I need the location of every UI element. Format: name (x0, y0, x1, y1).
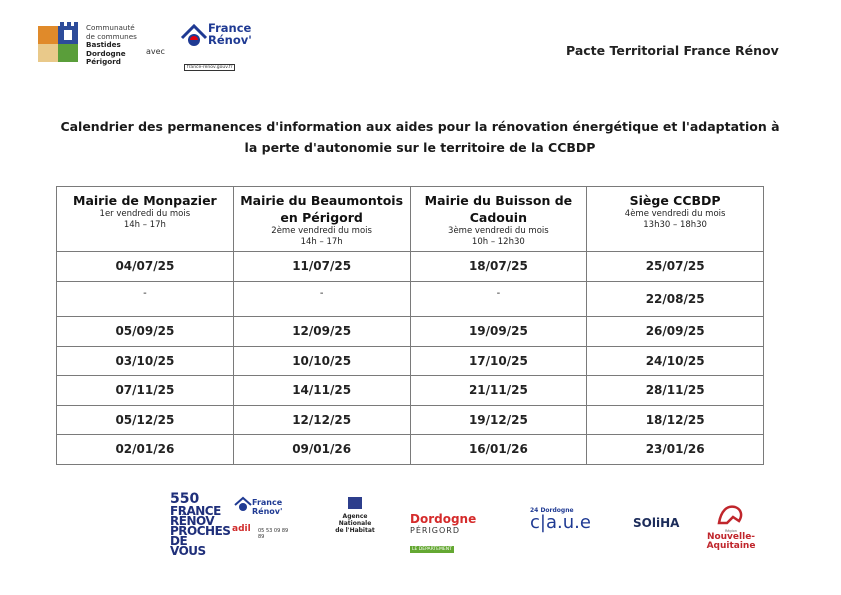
france-renov-title-1: France (208, 21, 252, 35)
column-time: 14h – 17h (123, 220, 166, 230)
column-frequency: 4ème vendredi du mois (624, 209, 726, 219)
adil-text: adil (232, 524, 251, 534)
france-renov-url: france-renov.gouv.fr (184, 64, 235, 71)
adil-fr-title: France Rénov' (252, 498, 283, 516)
table-cell: 05/12/25 (57, 405, 234, 435)
column-frequency: 1er vendredi du mois (99, 209, 191, 219)
ccbdp-bold-1: Bastides (86, 40, 121, 50)
table-cell: 12/09/25 (233, 317, 410, 347)
table-cell: 04/07/25 (57, 252, 234, 282)
column-header (410, 187, 587, 252)
column-header (233, 187, 410, 252)
ccbdp-line-1: Communauté (86, 23, 135, 32)
table-cell: 24/10/25 (587, 346, 764, 376)
dordogne-band: LE DÉPARTEMENT (412, 547, 452, 552)
ccbdp-bold-2: Dordogne (86, 48, 126, 58)
caue-logo (530, 507, 620, 532)
soliha-logo (633, 516, 691, 530)
column-frequency: 3ème vendredi du mois (448, 226, 549, 236)
column-header (57, 187, 234, 252)
ccbdp-bold-3: Périgord (86, 57, 121, 67)
table-row (57, 281, 764, 317)
na-sub: Région (725, 529, 737, 533)
table-cell: 28/11/25 (587, 376, 764, 406)
table-cell: 18/12/25 (587, 405, 764, 435)
table-cell: 25/07/25 (587, 252, 764, 282)
column-time: 14h – 17h (300, 237, 343, 247)
table-cell: - (410, 281, 587, 317)
table-row (57, 376, 764, 406)
ccbdp-logo-text (86, 24, 137, 67)
anah-line-3: de l'Habitat (335, 527, 375, 534)
schedule-table (56, 186, 764, 465)
france-renov-title (208, 22, 252, 46)
table-row (57, 317, 764, 347)
550-france-renov-logo (170, 491, 231, 558)
table-cell: 07/11/25 (57, 376, 234, 406)
table-cell: 03/10/25 (57, 346, 234, 376)
550-line-2: RÉNOV (170, 514, 215, 528)
table-cell: 11/07/25 (233, 252, 410, 282)
caue-sub: Dordogne (540, 507, 574, 514)
550-line-3: PROCHES (170, 524, 231, 538)
table-cell: 19/09/25 (410, 317, 587, 347)
table-cell: 23/01/26 (587, 435, 764, 465)
adil-phone: 05 53 09 89 89 (258, 528, 289, 540)
soliha-title: SOliHA (633, 516, 680, 530)
anah-line-1: Agence (342, 513, 368, 520)
table-cell: - (233, 281, 410, 317)
nouvelle-aquitaine-logo (703, 503, 759, 551)
na-title-1: Nouvelle- (706, 532, 756, 542)
table-cell: 18/07/25 (410, 252, 587, 282)
table-cell: 12/12/25 (233, 405, 410, 435)
region-lion-icon (715, 503, 747, 525)
550-line-1: FRANCE (170, 504, 221, 518)
page-header-title: Pacte Territorial France Rénov (566, 43, 779, 58)
table-cell: - (57, 281, 234, 317)
dordogne-logo (410, 512, 502, 554)
table-row (57, 435, 764, 465)
column-frequency: 2ème vendredi du mois (271, 226, 372, 236)
caue-title: c|a.u.e (530, 512, 591, 533)
column-name: Mairie du Buisson de Cadouin (424, 193, 573, 225)
table-cell: 22/08/25 (587, 281, 764, 317)
table-cell: 10/10/25 (233, 346, 410, 376)
table-row (57, 252, 764, 282)
table-cell: 14/11/25 (233, 376, 410, 406)
connector-text: avec (146, 47, 165, 56)
ccbdp-logo-icon (36, 22, 80, 66)
dordogne-sub: PÉRIGORD (410, 526, 461, 535)
550-number: 550 (170, 491, 200, 507)
table-cell: 26/09/25 (587, 317, 764, 347)
dordogne-title: Dordogne (410, 512, 477, 526)
table-row (57, 346, 764, 376)
table-cell: 02/01/26 (57, 435, 234, 465)
table-cell: 16/01/26 (410, 435, 587, 465)
table-cell: 05/09/25 (57, 317, 234, 347)
ccbdp-line-2: de communes (86, 31, 137, 41)
house-icon (234, 496, 252, 514)
anah-logo (330, 494, 380, 534)
page-title: Calendrier des permanences d'information aux aides pour la rénovation énergétique et l'adaptation à la perte d'autonomie sur le territoire de la CCBDP (60, 119, 780, 155)
column-time: 10h – 12h30 (471, 237, 525, 247)
table-cell: 19/12/25 (410, 405, 587, 435)
column-header (587, 187, 764, 252)
na-title-2: Aquitaine (706, 541, 756, 551)
table-cell: 17/10/25 (410, 346, 587, 376)
column-name: Siège CCBDP (629, 193, 721, 208)
caue-num: 24 (530, 507, 539, 514)
table-cell: 21/11/25 (410, 376, 587, 406)
550-line-4: DE VOUS (170, 534, 206, 558)
table-header-row (57, 187, 764, 252)
column-name: Mairie du Beaumontois en Périgord (240, 193, 404, 225)
column-time: 13h30 – 18h30 (643, 220, 707, 230)
france-renov-title-2: Rénov' (208, 33, 252, 47)
anah-icon (348, 497, 362, 509)
anah-line-2: Nationale (338, 520, 372, 527)
column-name: Mairie de Monpazier (73, 193, 217, 208)
adil-france-renov-logo (232, 494, 294, 544)
table-row (57, 405, 764, 435)
table-cell: 09/01/26 (233, 435, 410, 465)
